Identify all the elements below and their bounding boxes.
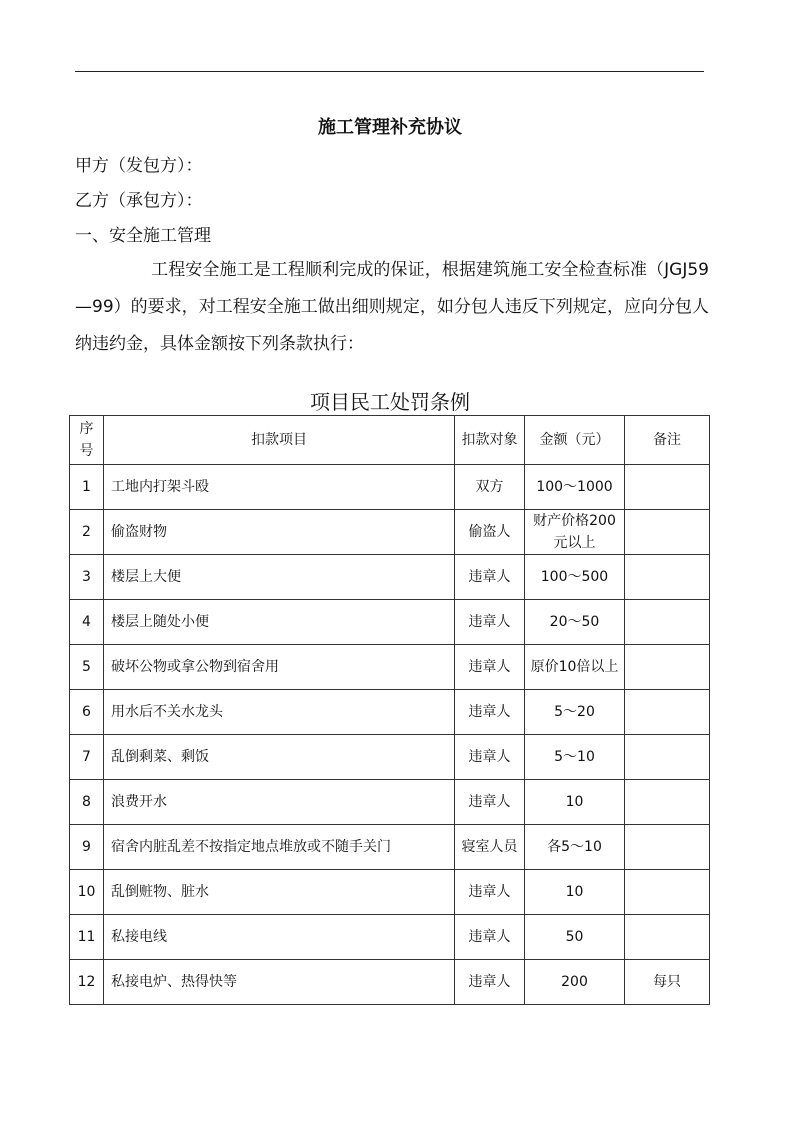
row-remark bbox=[625, 735, 710, 780]
row-no: 6 bbox=[70, 690, 104, 735]
row-no: 5 bbox=[70, 645, 104, 690]
section-heading: 一、安全施工管理 bbox=[75, 226, 211, 246]
table-row bbox=[70, 645, 710, 690]
header-remark: 备注 bbox=[625, 416, 710, 465]
header-amount: 金额（元） bbox=[525, 416, 625, 465]
row-target: 违章人 bbox=[455, 555, 525, 600]
header-rule bbox=[75, 71, 704, 72]
row-amount: 200 bbox=[525, 960, 625, 1005]
table-row bbox=[70, 735, 710, 780]
row-no: 1 bbox=[70, 465, 104, 510]
table-row bbox=[70, 870, 710, 915]
row-remark bbox=[625, 915, 710, 960]
row-item: 私接电线 bbox=[104, 915, 455, 960]
row-target: 违章人 bbox=[455, 960, 525, 1005]
row-no: 12 bbox=[70, 960, 104, 1005]
party-b-line: 乙方（承包方）： bbox=[75, 191, 203, 211]
row-amount: 100～1000 bbox=[525, 465, 625, 510]
row-item: 楼层上随处小便 bbox=[104, 600, 455, 645]
row-item: 私接电炉、热得快等 bbox=[104, 960, 455, 1005]
row-remark bbox=[625, 510, 710, 555]
header-item: 扣款项目 bbox=[104, 416, 455, 465]
row-no: 11 bbox=[70, 915, 104, 960]
row-amount: 10 bbox=[525, 780, 625, 825]
row-amount: 5～20 bbox=[525, 690, 625, 735]
row-target: 违章人 bbox=[455, 690, 525, 735]
row-target: 违章人 bbox=[455, 645, 525, 690]
table-row bbox=[70, 510, 710, 555]
row-amount: 20～50 bbox=[525, 600, 625, 645]
header-no: 序号 bbox=[70, 416, 104, 465]
row-remark bbox=[625, 870, 710, 915]
table-row bbox=[70, 960, 710, 1005]
safety-paragraph bbox=[75, 252, 709, 363]
row-no: 2 bbox=[70, 510, 104, 555]
row-no: 8 bbox=[70, 780, 104, 825]
row-item: 宿舍内脏乱差不按指定地点堆放或不随手关门 bbox=[104, 825, 455, 870]
table-row bbox=[70, 915, 710, 960]
document-title: 施工管理补充协议 bbox=[318, 117, 462, 138]
row-remark bbox=[625, 645, 710, 690]
fines-table bbox=[69, 415, 710, 1005]
row-amount: 财产价格200元以上 bbox=[525, 510, 625, 555]
row-item: 用水后不关水龙头 bbox=[104, 690, 455, 735]
row-target: 偷盗人 bbox=[455, 510, 525, 555]
row-no: 3 bbox=[70, 555, 104, 600]
table-header-row bbox=[70, 416, 710, 465]
row-remark bbox=[625, 690, 710, 735]
row-amount: 50 bbox=[525, 915, 625, 960]
row-item: 浪费开水 bbox=[104, 780, 455, 825]
row-target: 违章人 bbox=[455, 600, 525, 645]
row-target: 寝室人员 bbox=[455, 825, 525, 870]
table-row bbox=[70, 825, 710, 870]
row-remark bbox=[625, 825, 710, 870]
row-amount: 5～10 bbox=[525, 735, 625, 780]
row-remark: 每只 bbox=[625, 960, 710, 1005]
row-target: 违章人 bbox=[455, 915, 525, 960]
row-target: 违章人 bbox=[455, 870, 525, 915]
row-amount: 原价10倍以上 bbox=[525, 645, 625, 690]
row-target: 违章人 bbox=[455, 735, 525, 780]
row-item: 破坏公物或拿公物到宿舍用 bbox=[104, 645, 455, 690]
row-no: 4 bbox=[70, 600, 104, 645]
row-no: 7 bbox=[70, 735, 104, 780]
header-target: 扣款对象 bbox=[455, 416, 525, 465]
row-remark bbox=[625, 465, 710, 510]
row-item: 楼层上大便 bbox=[104, 555, 455, 600]
row-no: 10 bbox=[70, 870, 104, 915]
row-no: 9 bbox=[70, 825, 104, 870]
row-amount: 100～500 bbox=[525, 555, 625, 600]
row-remark bbox=[625, 600, 710, 645]
row-amount: 各5～10 bbox=[525, 825, 625, 870]
paragraph-text: 工程安全施工是工程顺利完成的保证，根据建筑施工安全检查标准（JGJ59—99）的要求，对工程安全施工做出细则规定，如分包人违反下列规定，应向分包人纳违约金，具体金额按下列条款执行： bbox=[75, 260, 709, 354]
row-remark bbox=[625, 780, 710, 825]
table-row bbox=[70, 780, 710, 825]
row-amount: 10 bbox=[525, 870, 625, 915]
row-item: 工地内打架斗殴 bbox=[104, 465, 455, 510]
table-row bbox=[70, 690, 710, 735]
table-row bbox=[70, 555, 710, 600]
row-item: 乱倒剩菜、剩饭 bbox=[104, 735, 455, 780]
party-a-line: 甲方（发包方）： bbox=[75, 156, 203, 176]
row-item: 乱倒赃物、脏水 bbox=[104, 870, 455, 915]
table-row bbox=[70, 465, 710, 510]
table-row bbox=[70, 600, 710, 645]
row-remark bbox=[625, 555, 710, 600]
table-title: 项目民工处罚条例 bbox=[310, 390, 470, 414]
row-item: 偷盗财物 bbox=[104, 510, 455, 555]
row-target: 违章人 bbox=[455, 780, 525, 825]
row-target: 双方 bbox=[455, 465, 525, 510]
